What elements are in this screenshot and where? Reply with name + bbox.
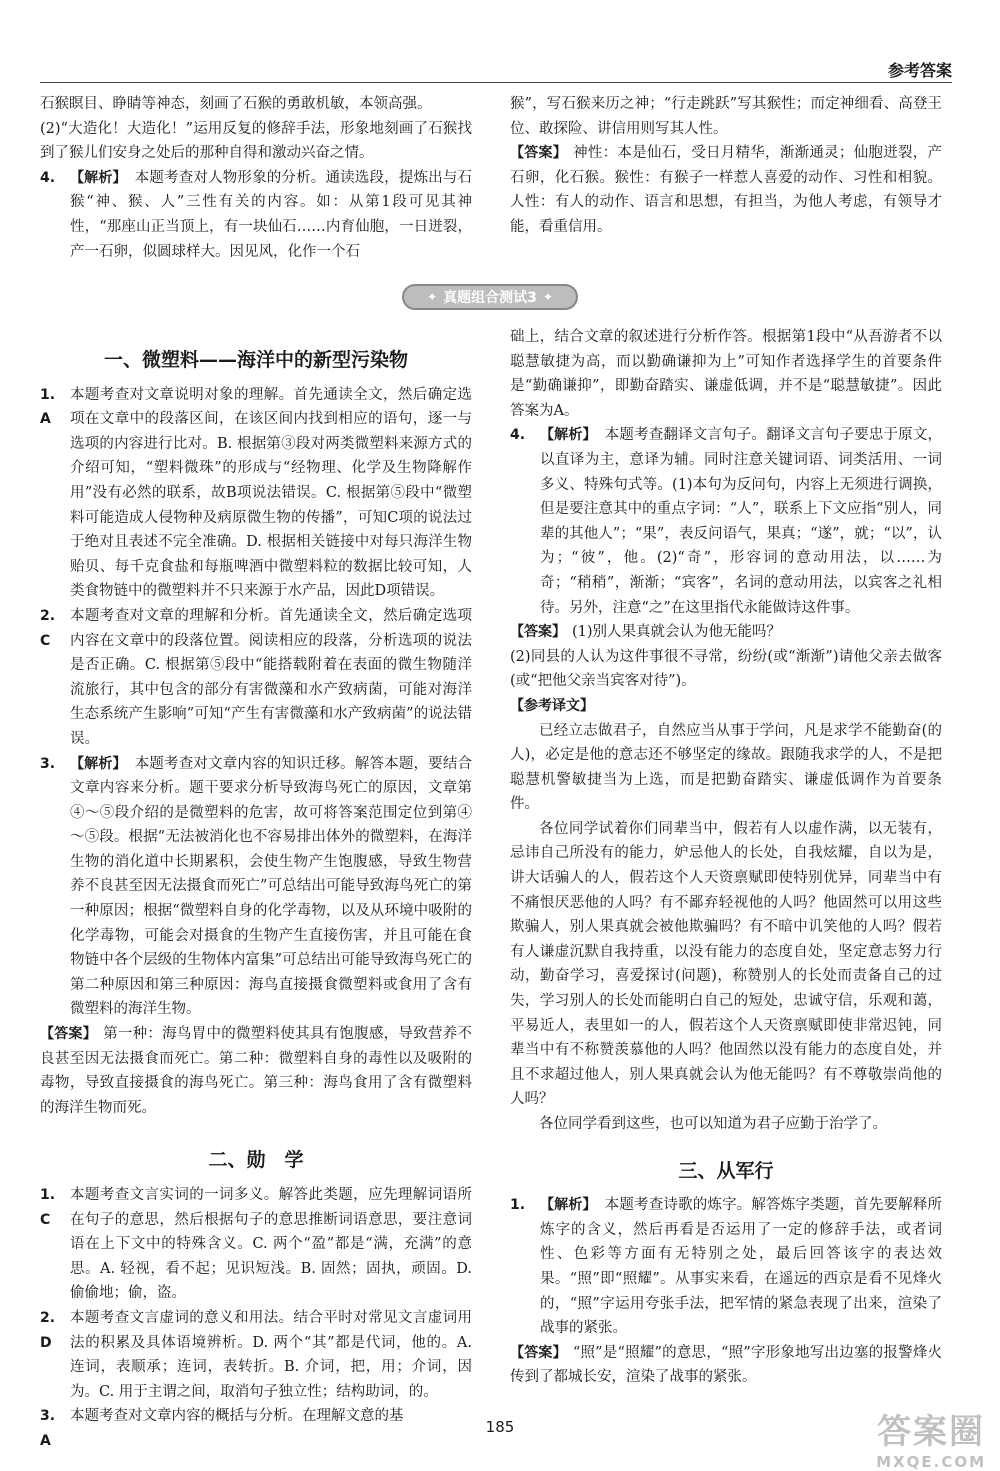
question-number: 3. A bbox=[40, 1408, 56, 1449]
answer-text: 神性：本是仙石，受日月精华，渐渐通灵；仙胞迸裂，产石卵，化石猴。猴性：有猴子一样惹人喜爱的动作、习性和相貌。人性：有人的动作、语言和思想，有担当，为他人考虑，有领导才能，看重信用。 bbox=[510, 145, 943, 235]
answer-tag: 【答案】 bbox=[40, 1026, 98, 1043]
section-title: 三、从军行 bbox=[678, 1159, 774, 1182]
question-item bbox=[40, 166, 472, 264]
question-text: 本题考查文言虚词的意义和用法。结合平时对常见文言虚词用法的积累及具体语境辨析。D. 两个“其”都是代词，他的。A. 连词，表顺承；连词，表转折。B. 介词，把，用；介词，因为。C. 用于主谓之间，取消句子独立性；结构助词，的。 bbox=[70, 1309, 472, 1400]
answer-text: (1)别人果真就会认为他无能吗？ bbox=[572, 624, 782, 641]
question-number: 2. C bbox=[40, 607, 56, 649]
analysis-tag: 【解析】 bbox=[70, 755, 127, 772]
answer-text-2: (2)同县的人认为这件事很不寻常，纷纷(或“渐渐”)请他父亲去做客(或“把他父亲当宾客对待”)。 bbox=[510, 648, 942, 690]
section-banner bbox=[402, 284, 578, 310]
header-divider bbox=[40, 82, 952, 83]
question-item bbox=[510, 1193, 942, 1341]
question-text bbox=[540, 1193, 942, 1341]
question-item bbox=[40, 1183, 472, 1306]
answer-paragraph bbox=[510, 620, 942, 645]
question-item bbox=[40, 383, 472, 604]
question-text bbox=[540, 423, 942, 620]
paragraph: 础上，结合文章的叙述进行分析作答。根据第1段中“从吾游者不以聪慧敏捷为高，而以勤确谦抑为上”可知作者选择学生的首要条件是“勤确谦抑”，即勤奋踏实、谦虚低调，并不是“聪慧敏捷”。因此答案为A。 bbox=[510, 329, 942, 419]
analysis-tag: 【解析】 bbox=[70, 169, 127, 186]
section-title: 一、微塑料——海洋中的新型污染物 bbox=[103, 349, 408, 371]
analysis-text: 本题考查翻译文言句子。翻译文言句子要忠于原文，以直译为主，意译为辅。同时注意关键词语、词类活用、一词多义、特殊句式等。(1)本句为反问句，内容上无须进行调换，但是要注意其中的重点字词：“人”，联系上下文应指“别人，同辈的其他人”；“果”，表反问语气，果真；“遂”，就；“以”，认为；“彼”，他。(2)“奇”，形容词的意动用法，以……为奇；“稍稍”，渐渐；“宾客”，名词的意动用法，以宾客之礼相待。另外，注意“之”在这里指代永能做诗这件事。 bbox=[540, 427, 943, 616]
translation-paragraph: 各位同学试着你们同辈当中，假若有人以虚作满，以无装有，忌讳自己所没有的能力，妒忌他人的长处，自我炫耀，自以为是，讲大话骗人的人，假若这个人天资禀赋即使特别优异，同辈当中有不痛恨厌恶他的人吗？有不鄙弃轻视他的人吗？他固然可以用这些欺骗人，别人果真就会被他欺骗吗？有不暗中讥笑他的人吗？假若有人谦虚沉默自我持重，以没有能力的态度自处，坚定意志努力行动，勤奋学习，喜爱探讨(问题)，称赞别人的长处而责备自己的过失，学习别人的长处而能明白自己的短处，忠诚守信，乐观和蔼，平易近人，表里如一的人，假若这个人天资禀赋即使非常迟钝，同辈当中有不称赞羡慕他的人吗？他固然以没有能力的态度自处，并且不求超过他人，别人果真就会认为他无能吗？有不尊敬崇尚他的人吗？ bbox=[510, 820, 942, 1108]
analysis-text: 本题考查对文章内容的知识迁移。解答本题，要结合文章内容来分析。题干要求分析导致海鸟死亡的原因，文章第④～⑤段介绍的是微塑料的危害，故可将答案范围定位到第④～⑤段。根据“无法被消化也不容易排出体外的微塑料，在海洋生物的消化道中长期累积，会使生物产生饱腹感，导致生物营养不良甚至因无法摄食而死亡”可总结出可能导致海鸟死亡的第一种原因；根据“微塑料自身的化学毒物，以及从环境中吸附的化学毒物，可能会对摄食的生物产生直接伤害，并且可能在食物链中各个层级的生物体内富集”可总结出可能导致海鸟死亡的第二种原因和第三种原因：海鸟直接摄食微塑料或食用了含有微塑料的海洋生物。 bbox=[70, 755, 473, 1018]
answer-text: “照”是“照耀”的意思，“照”字形象地写出边塞的报警烽火传到了都城长安，渲染了战事的紧张。 bbox=[510, 1344, 942, 1386]
page-number: 185 bbox=[485, 1418, 515, 1436]
question-number: 4. bbox=[40, 169, 56, 186]
watermark-logo bbox=[876, 1404, 986, 1471]
translation-tag: 【参考译文】 bbox=[510, 697, 594, 714]
section-title: 二、勋 学 bbox=[208, 1149, 304, 1172]
watermark-line1: 答案圈 bbox=[877, 1412, 986, 1452]
answer-tag: 【答案】 bbox=[510, 1344, 567, 1361]
question-item bbox=[40, 604, 472, 752]
analysis-tag: 【解析】 bbox=[540, 1197, 597, 1214]
question-text: 本题考查对文章内容的概括与分析。在理解文意的基 bbox=[70, 1408, 404, 1425]
analysis-tag: 【解析】 bbox=[540, 427, 597, 444]
question-number: 3. bbox=[40, 755, 56, 772]
translation-paragraph: 已经立志做君子，自然应当从事于学问，凡是求学不能勤奋(的人)，必定是他的意志还不够坚定的缘故。跟随我求学的人，不是把聪慧机警敏捷当为上选，而是把勤奋踏实、谦虚低调作为首要条件。 bbox=[510, 722, 942, 813]
paragraph: 石猴瞑目、睁睛等神态，刻画了石猴的勇敢机敏，本领高强。 bbox=[40, 96, 432, 112]
paragraph: 猴”，写石猴来历之神；“行走跳跃”写其猴性；而定神细看、高登王位、敢探险、讲信用则写其人性。 bbox=[510, 96, 942, 137]
question-number: 4. bbox=[510, 427, 526, 444]
analysis-text: 本题考查诗歌的炼字。解答炼字类题，首先要解释所炼字的含义，然后再看是否运用了一定的修辞手法，或者词性、色彩等方面有无特别之处，最后回答该字的表达效果。“照”即“照耀”。从事实来看，在遥远的西京是看不见烽火的，“照”字运用夸张手法，把军情的紧急表现了出来，渲染了战事的紧张。 bbox=[540, 1197, 943, 1337]
question-number: 1. A bbox=[40, 386, 56, 428]
question-number: 1. bbox=[510, 1197, 526, 1214]
analysis-text: 本题考查对人物形象的分析。通读选段，提炼出与石猴“神、猴、人”三性有关的内容。如：从第1段可见其神性，“那座山正当顶上，有一块仙石……内育仙胞，一日迸裂，产一石卵，似圆球样大。因见风，化作一个石 bbox=[70, 169, 473, 260]
question-item bbox=[510, 423, 942, 620]
answer-tag: 【答案】 bbox=[510, 624, 566, 641]
question-text bbox=[70, 752, 472, 1023]
question-text bbox=[70, 166, 472, 264]
question-text: 本题考查对文章说明对象的理解。首先通读全文，然后确定选项在文章中的段落区间，在该区间内找到相应的语句，逐一与选项的内容进行比对。B. 根据第③段对两类微塑料来源方式的介绍可知，“塑料微珠”的形成与“经物理、化学及生物降解作用”没有必然的联系，故B项说法错误。C. 根据第⑤段中“微塑料可能造成人侵物种及病原微生物的传播”，可知C项的说法过于绝对且表述不完全准确。D. 根据相关链接中对每只海洋生物贻贝、每千克食盐和每瓶啤酒中微塑料粒的数据比较可知，人类食物链中的微塑料并不只来源于水产品，因此D项错误。 bbox=[70, 386, 472, 600]
top-right-block bbox=[510, 92, 942, 240]
answer-text: 第一种：海鸟胃中的微塑料使其具有饱腹感，导致营养不良甚至因无法摄食而死亡。第二种：微塑料自身的毒性以及吸附的毒物，导致直接摄食的海鸟死亡。第三种：海鸟食用了含有微塑料的海洋生物而死。 bbox=[40, 1026, 473, 1116]
answer-paragraph bbox=[510, 141, 942, 239]
star-icon: ✦ bbox=[427, 290, 438, 304]
translation-paragraph: 各位同学看到这些，也可以知道为君子应勤于治学了。 bbox=[539, 1116, 887, 1132]
answer-paragraph bbox=[510, 1341, 942, 1390]
top-left-block bbox=[40, 92, 472, 264]
header-label: 参考答案 bbox=[887, 61, 952, 80]
right-column bbox=[510, 325, 942, 1390]
question-text: 本题考查对文章的理解和分析。首先通读全文，然后确定选项内容在文章中的段落位置。阅读相应的段落，分析选项的说法是否正确。C. 根据第⑤段中“能搭载附着在表面的微生物随洋流旅行，其中包含的部分有害微藻和水产致病菌，可能对海洋生态系统产生影响”可知“产生有害微藻和水产致病菌”的说法错误。 bbox=[70, 607, 472, 747]
question-number: 2. D bbox=[40, 1309, 56, 1351]
question-number: 1. C bbox=[40, 1187, 56, 1228]
paragraph: (2)“大造化！大造化！”运用反复的修辞手法，形象地刻画了石猴找到了猴儿们安身之处后的那种自得和激动兴奋之情。 bbox=[40, 120, 472, 162]
answer-tag: 【答案】 bbox=[510, 145, 568, 162]
banner-label: 真题组合测试3 bbox=[443, 290, 537, 306]
left-column bbox=[40, 348, 472, 1454]
question-item bbox=[40, 752, 472, 1023]
watermark-line2: MXQE.COM bbox=[876, 1453, 986, 1471]
question-text: 本题考查文言实词的一词多义。解答此类题，应先理解词语所在句子的意思，然后根据句子的意思推断词语意思，要注意词语在上下文中的特殊含义。C. 两个“盈”都是“满，充满”的意思。A. 轻视，看不起；见识短浅。B. 固然；固执，顽固。D. 偷偷地；偷，盗。 bbox=[70, 1187, 472, 1302]
star-icon: ✦ bbox=[542, 290, 553, 304]
question-item bbox=[40, 1306, 472, 1404]
answer-paragraph bbox=[40, 1022, 472, 1120]
